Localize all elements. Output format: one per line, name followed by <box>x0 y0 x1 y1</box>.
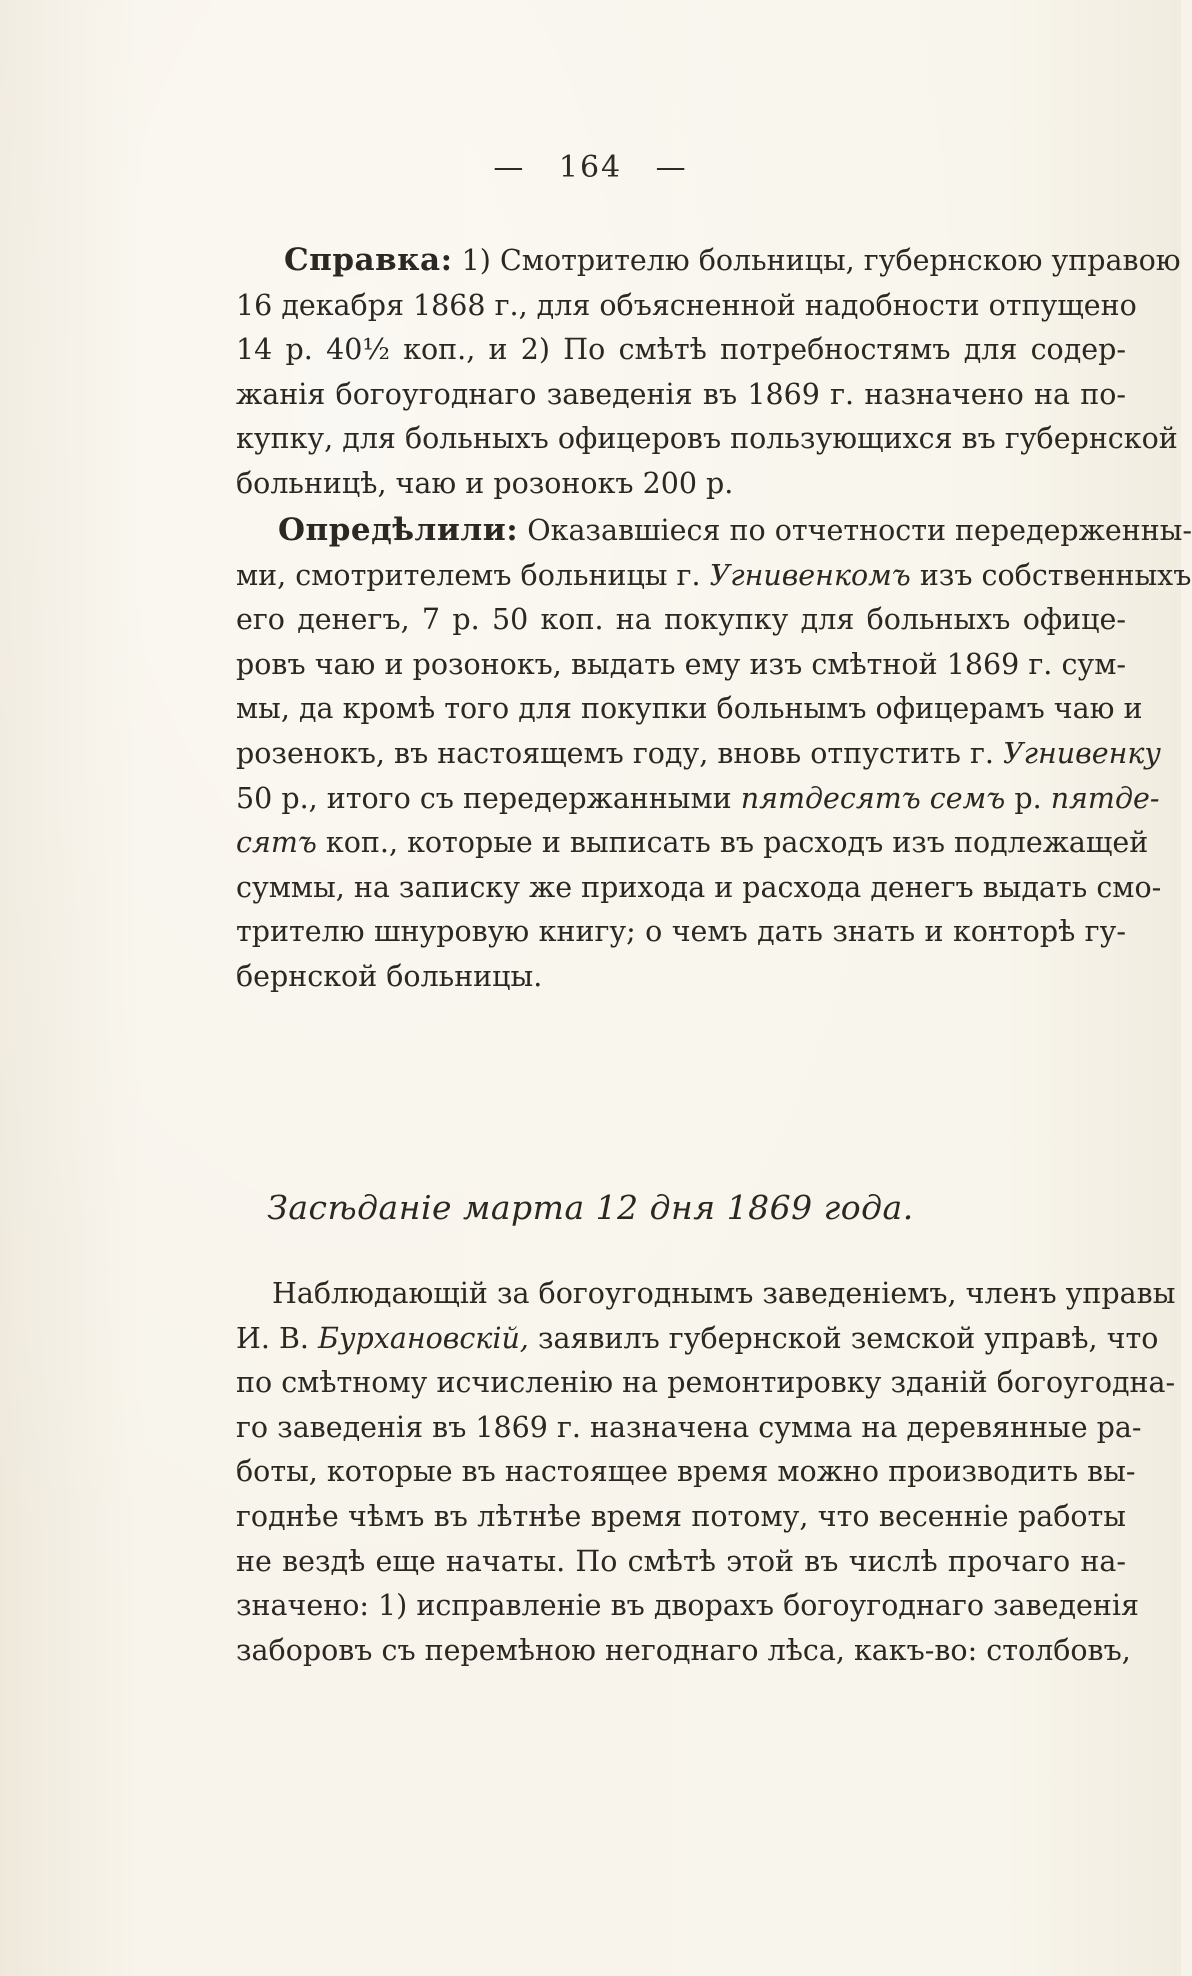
text-line: значено: 1) исправленіе въ дворахъ богоугоднаго заведенія <box>236 1589 1139 1623</box>
text-line: ровъ чаю и розонокъ, выдать ему изъ смѣтной 1869 г. сум- <box>236 647 1126 681</box>
text-line <box>236 1317 1159 1362</box>
text-fragment: 50 р., итого съ передержанными <box>236 781 732 815</box>
text-line: 16 декабря 1868 г., для объясненной надобности отпущено <box>236 288 1137 322</box>
text-line: заборовъ съ перемѣною негоднаго лѣса, какъ-во: столбовъ, <box>236 1633 1131 1667</box>
text-line <box>236 238 1181 284</box>
text-line <box>236 554 1192 599</box>
amount-words: пятдесятъ семъ <box>740 781 1006 815</box>
person-name: Угнивенку <box>1003 736 1161 770</box>
paragraph-meeting <box>236 1272 1176 1673</box>
text-line: суммы, на записку же прихода и расхода денегъ выдать смо- <box>236 870 1162 904</box>
text-line <box>236 732 1161 777</box>
paragraph-spravka <box>236 238 1181 507</box>
text-fragment: розенокъ, въ настоящемъ году, вновь отпустить г. <box>236 736 994 770</box>
page-number-dash-left: — <box>493 150 526 185</box>
text-line: не вездѣ еще начаты. По смѣтѣ этой въ числѣ прочаго на- <box>236 1544 1126 1578</box>
text-fragment: И. В. <box>236 1321 309 1355</box>
text-line <box>236 508 1192 554</box>
text-fragment: Оказавшіеся по отчетности передерженны- <box>527 514 1192 547</box>
text-line: жанія богоугоднаго заведенія въ 1869 г. назначено на по- <box>236 377 1126 411</box>
amount-words: пятде- <box>1050 781 1160 815</box>
text-line: купку, для больныхъ офицеровъ пользующихся въ губернской <box>236 422 1178 456</box>
text-fragment: заявилъ губернской земской управѣ, что <box>537 1321 1159 1355</box>
text-line: бернской больницы. <box>236 959 543 993</box>
text-line: го заведенія въ 1869 г. назначена сумма на деревянные ра- <box>236 1410 1142 1444</box>
text-line: боты, которые въ настоящее время можно производить вы- <box>236 1455 1136 1489</box>
page-number-dash-right: — <box>655 150 688 185</box>
person-name: Бурхановскій, <box>318 1321 529 1355</box>
text-line: его денегъ, 7 р. 50 коп. на покупку для больныхъ офице- <box>236 603 1126 637</box>
page-number: 164 <box>558 150 623 185</box>
paragraph-lead-opredelili: Опредѣлили: <box>278 512 519 548</box>
text-fragment: ми, смотрителемъ больницы г. <box>236 558 701 592</box>
text-fragment: коп., которые и выписать въ расходъ изъ подлежащей <box>325 826 1149 860</box>
text-line: Наблюдающій за богоугоднымъ заведеніемъ, членъ управы <box>272 1277 1176 1310</box>
text-line: по смѣтному исчисленію на ремонтировку зданій богоугодна- <box>236 1366 1176 1400</box>
text-line <box>236 821 1149 866</box>
person-name: Угнивенкомъ <box>709 558 911 592</box>
text-line <box>236 777 1160 822</box>
text-line: больницѣ, чаю и розонокъ 200 р. <box>236 466 734 500</box>
text-fragment: р. <box>1014 781 1042 815</box>
text-line: трителю шнуровую книгу; о чемъ дать знать и конторѣ гу- <box>236 915 1126 949</box>
text-fragment: 1) Смотрителю больницы, губернскою управою <box>461 244 1181 277</box>
text-fragment: изъ собственныхъ <box>919 558 1192 592</box>
text-line: 14 р. 40½ коп., и 2) По смѣтѣ потребностямъ для содер- <box>236 333 1126 367</box>
text-line: мы, да кромѣ того для покупки больнымъ офицерамъ чаю и <box>236 692 1143 726</box>
paragraph-lead-spravka: Справка: <box>284 242 453 278</box>
amount-words: сятъ <box>236 826 317 860</box>
section-title: Засѣданіе марта 12 дня 1869 года. <box>267 1188 914 1227</box>
page-number-header <box>0 150 1181 185</box>
bleed-through-decoration <box>820 1020 846 1050</box>
paragraph-opredelili <box>236 508 1192 1000</box>
text-line: годнѣе чѣмъ въ лѣтнѣе время потому, что весенніе работы <box>236 1499 1126 1533</box>
